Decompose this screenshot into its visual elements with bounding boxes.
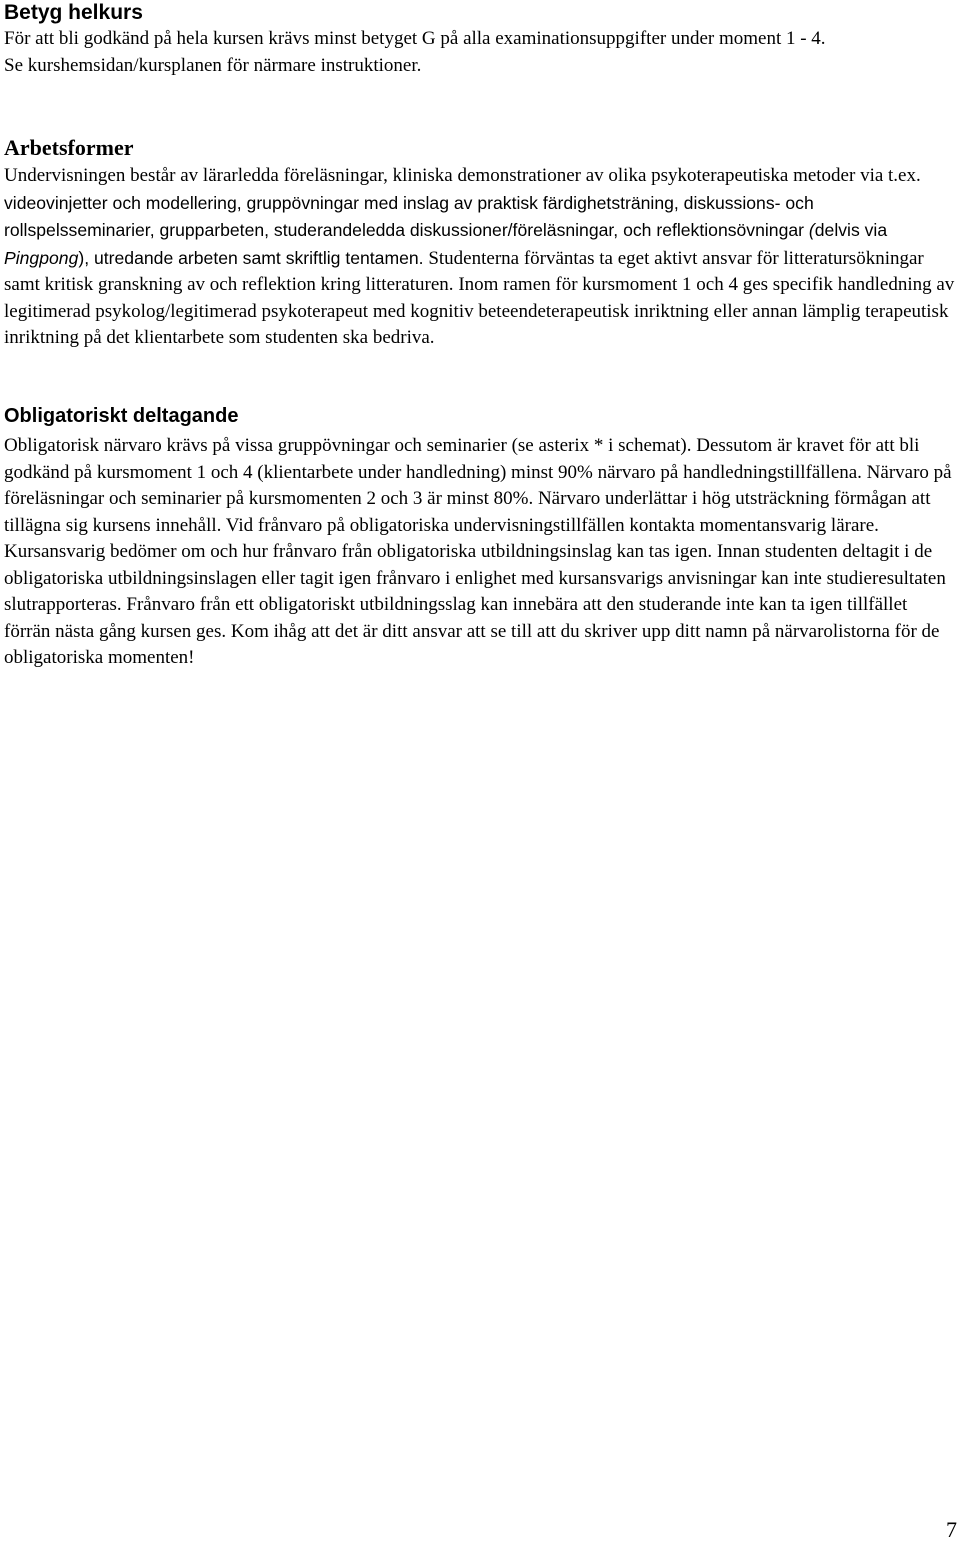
section-heading: Obligatoriskt deltagande	[4, 405, 239, 427]
student-responsibility-text: Studenterna förväntas ta eget aktivt ansvar för litteratursökningar samt kritisk granskning av och reflektion kring litteraturen.	[4, 247, 924, 295]
course-page-reference-text: Se kurshemsidan/kursplanen för närmare instruktioner.	[4, 54, 422, 76]
section-heading: Arbetsformer	[4, 135, 134, 160]
teaching-methods-intro: Undervisningen består av lärarledda föreläsningar, kliniska demonstrationer av olika psykoterapeutiska metoder via t.ex.	[4, 165, 921, 186]
delvis-via-text: delvis via	[814, 220, 888, 240]
teaching-methods-activities: videovinjetter och modellering, gruppövningar med inslag av praktisk färdighetsträning, diskussions- och rollspelsseminarier, grupparbeten, studerandeledda diskussioner/föreläsningar, och reflektionsövningar	[4, 192, 814, 240]
section-heading: Betyg helkurs	[4, 1, 143, 24]
grading-requirement-text: För att bli godkänd på hela kursen krävs minst betyget G på alla examinationsuppgifter under moment 1 - 4.	[4, 28, 826, 49]
open-paren: (	[808, 220, 815, 240]
section-arbetsformer	[4, 135, 956, 352]
teaching-methods-tail: ), utredande arbeten samt skriftlig tentamen.	[78, 247, 424, 268]
pingpong-platform-name: Pingpong	[4, 247, 79, 268]
section-obligatoriskt-deltagande	[4, 404, 956, 672]
page-number: 7	[946, 1517, 957, 1542]
attendance-requirements-paragraph: Obligatorisk närvaro krävs på vissa gruppövningar och seminarier (se asterix * i schemat). Dessutom är kravet för att bli godkänd på kursmoment 1 och 4 (klientarbete under handledning) minst 90% närvaro på handledningstillfällena. Närvaro på föreläsningar och seminarier på kursmomenten 2 och 3 är minst 80%. Närvaro underlättar i hög utsträckning förmågan att tillägna sig kursens innehåll. Vid frånvaro på obligatoriska undervisningstillfällen kontakta momentansvarig lärare. Kursansvarig bedömer om och hur frånvaro från obligatoriska utbildningsinslag kan tas igen. Innan studenten deltagit i de obligatoriska utbildningsinslagen eller tagit igen frånvaro i enlighet med kursansvarigs anvisningar kan inte studieresultaten slutrapporteras. Frånvaro från ett obligatoriskt utbildningsslag kan innebära att den studerande inte kan ta igen tillfället förrän nästa gång kursen ges. Kom ihåg att det är ditt ansvar att se till att du skriver upp ditt namn på närvarolistorna för de obligatoriska momenten!	[4, 435, 952, 668]
section-betyg-helkurs	[4, 0, 956, 79]
teaching-methods-paragraph	[4, 162, 956, 352]
supervision-text: Inom ramen för kursmoment 1 och 4 ges specifik handledning av legitimerad psykolog/legitimerad psykoterapeut med kognitiv beteendeterapeutisk inriktning eller annan lämplig terapeutisk inriktning på det klientarbete som studenten ska bedriva.	[4, 274, 955, 348]
